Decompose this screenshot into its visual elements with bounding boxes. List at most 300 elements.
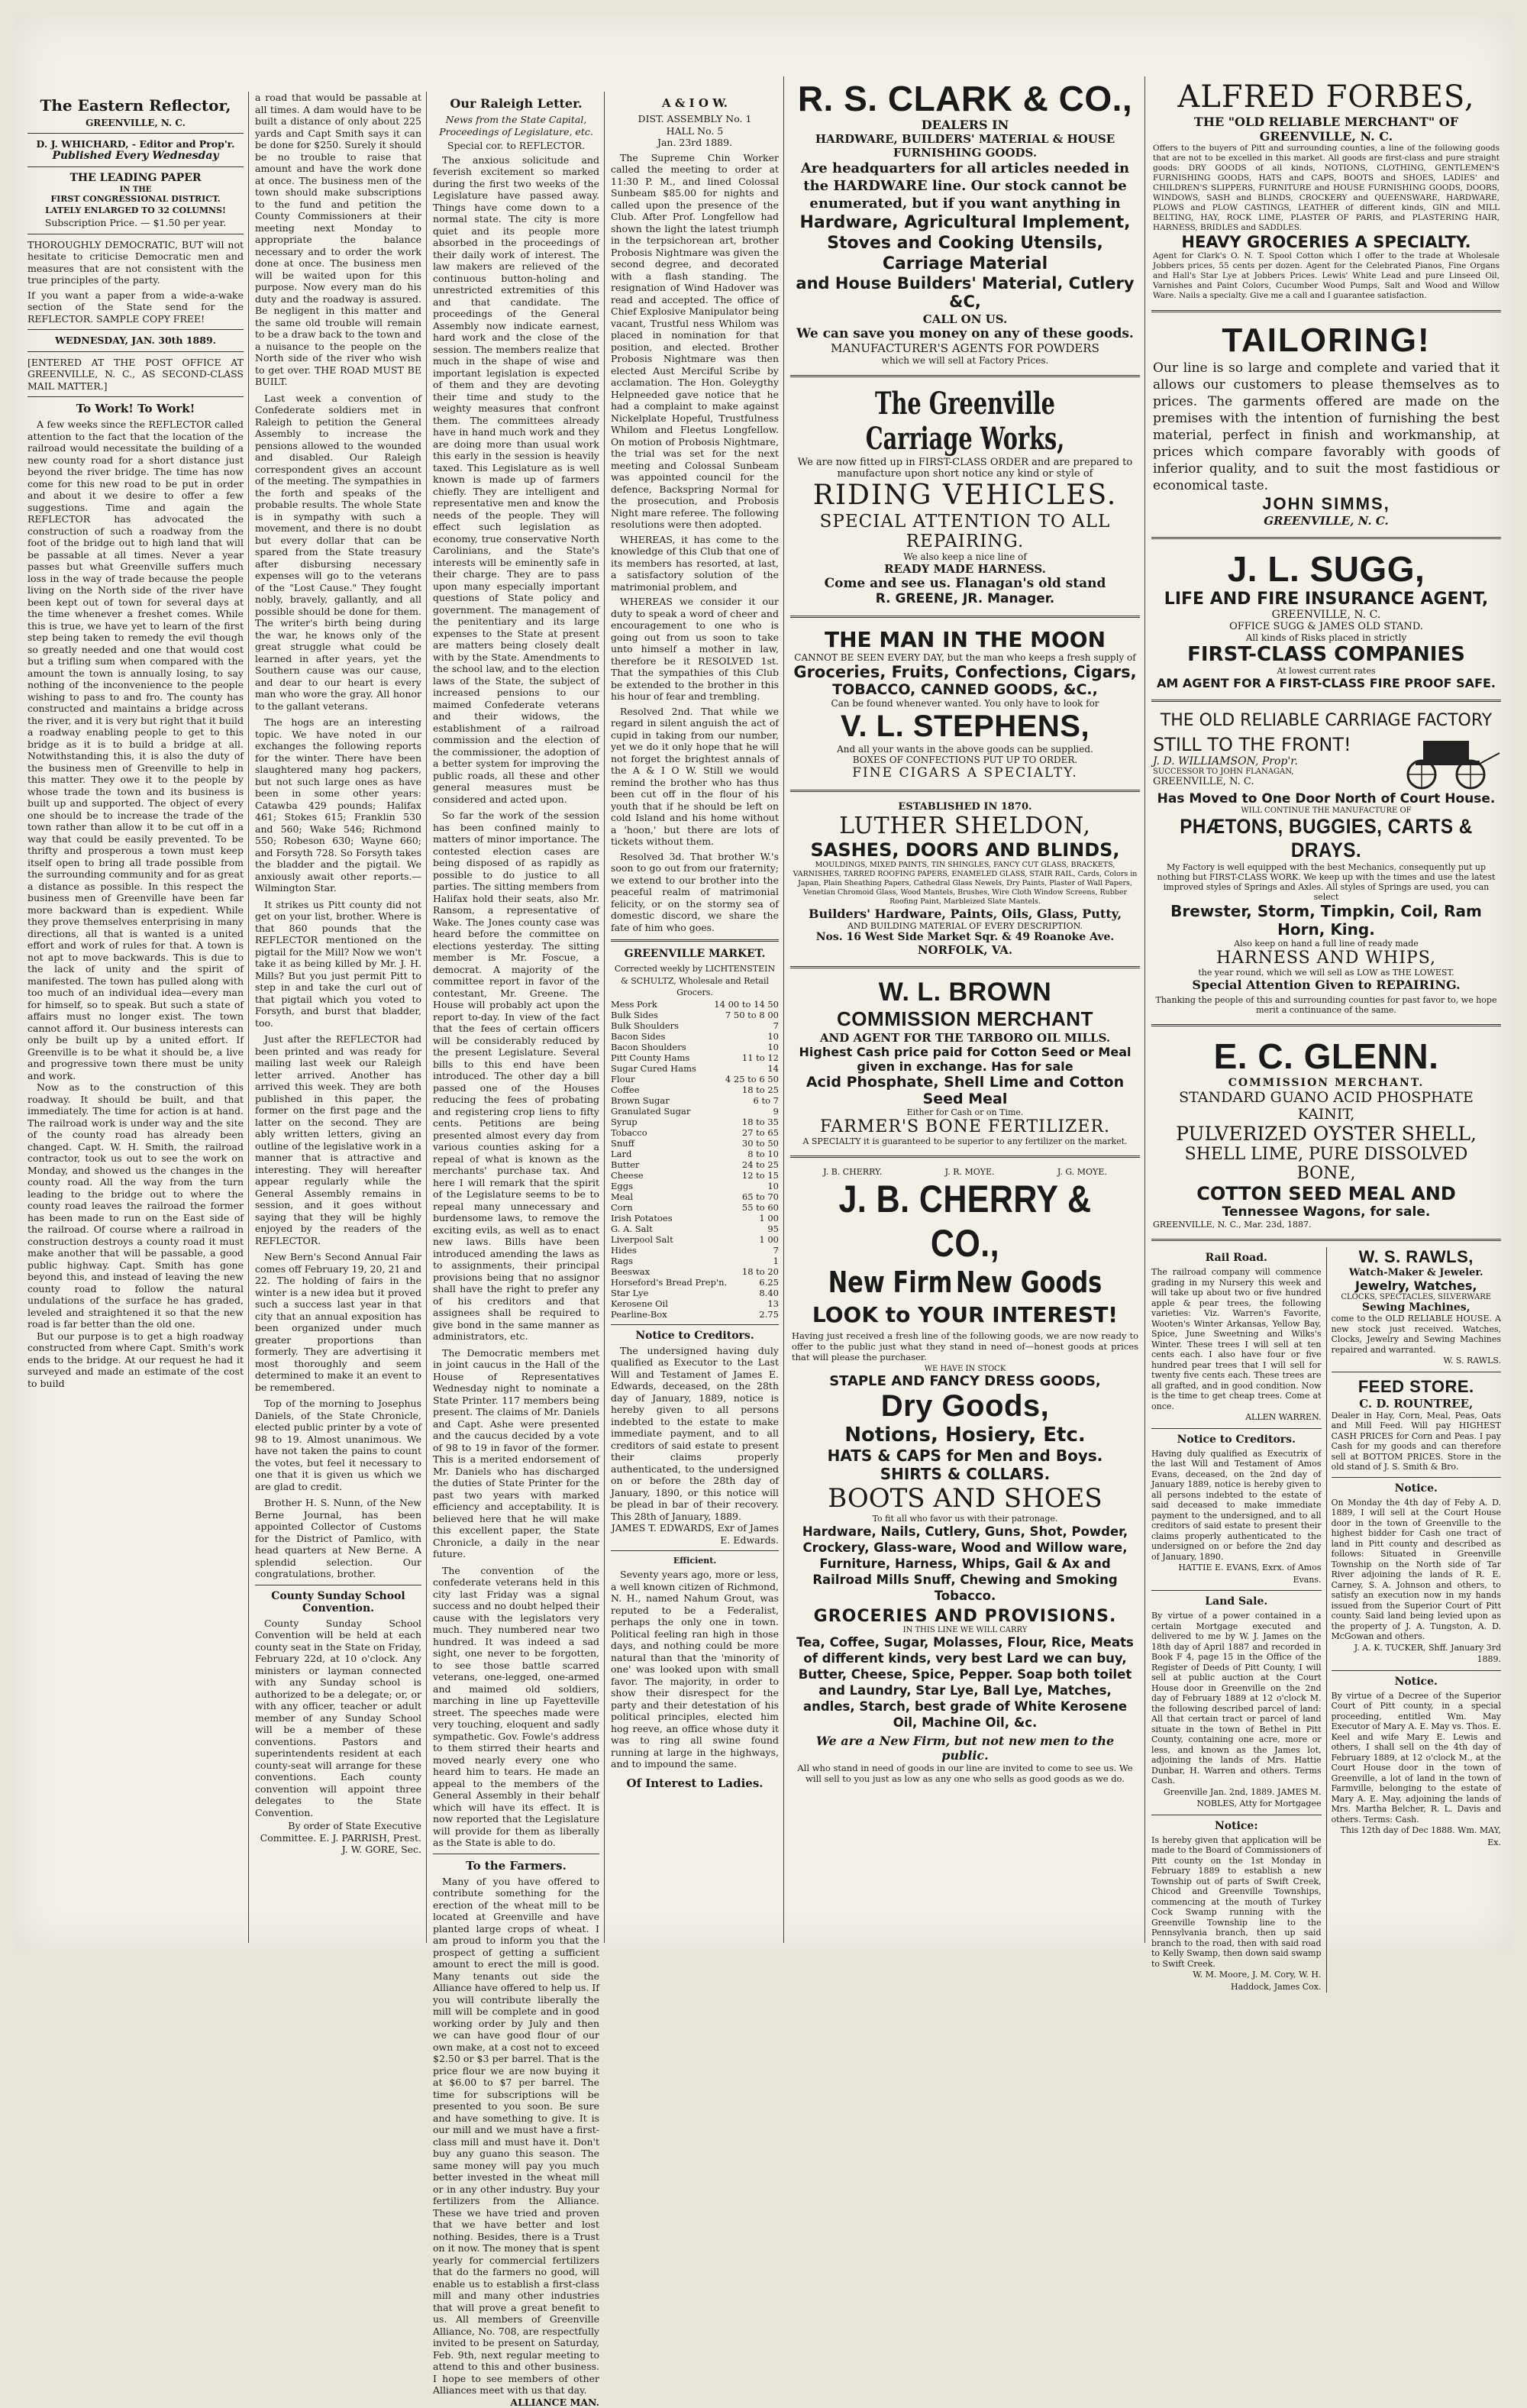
market-price: 9 <box>770 1106 779 1117</box>
ad-line: And all your wants in the above goods can be supplied. <box>792 744 1138 755</box>
market-row <box>611 1213 779 1223</box>
article-paragraph: Brother H. S. Nunn, of the New Berne Journal, has been appointed Collector of Customs for the District of Pamlico, with head quarters at New Berne. A splendid selection. Our congratulations, brother. <box>255 1497 421 1580</box>
article-title: County Sunday School Convention. <box>255 1590 421 1614</box>
market-row <box>611 1159 779 1170</box>
article-paragraph: So far the work of the session has been confined mainly to matters of minor importance. The contested election cases are being disposed of as rapidly as possible to do justice to all parties. The sitting members from Halifax hold their seats, also Mr. Ransom, a representative of Wake. The Jones county case was heard before the committee on elections yesterday. The sitting member is Mr. Foscue, a democrat. A majority of the committee report in favor of the contestant, Mr. Greene. The House will probably act upon the report to-day. In view of the fact that the fees of certain officers will be considerably reduced by the present Legislature. Several bills to this end have been introduced. The other day a bill passed one of the Houses reducing the fees of probating and registering crop liens to fifty cents. Petitions are being presented almost every day from various counties asking for a repeal of what is known as the merchants' purchase tax. And here I will remark that the spirit of the Legislature seems to be to repeal many unnecessary and burdensome laws, to remove the exciting evils, as well as to enact new laws. Bills have been introduced amending the laws as to assignments, their principal provisions being that no assignor shall have the right to prefer any of his creditors and that assignees shall be required to give bond in the same manner as administrators, etc. <box>433 810 599 1343</box>
ad-line: NORFOLK, VA. <box>792 943 1138 957</box>
article-paragraph: New Bern's Second Annual Fair comes off February 19, 20, 21 and 22. The holding of fairs in the winter is a new idea but it proved such a success last year in that city that an annual exposition has been organized under much greater proportions than formerly. They are advertising it most thoroughly and seem determined to make it an event to be remembered. <box>255 1251 421 1393</box>
ad-line: AND BUILDING MATERIAL OF EVERY DESCRIPTION. <box>792 921 1138 931</box>
article-title: Efficient. <box>611 1556 779 1566</box>
market-item: Bacon Sides <box>611 1031 764 1042</box>
published-line: Published Every Wednesday <box>27 150 244 163</box>
ad-line: Has Moved to One Door North of Court House. <box>1153 791 1500 806</box>
ad-line: We can save you money on any of these goods. <box>792 326 1138 341</box>
market-item: Butter <box>611 1159 739 1170</box>
signature: W. M. Moore, J. M. Cory, W. H. Haddock, James Cox. <box>1151 1969 1322 1993</box>
ad-line: All who stand in need of goods in our line are invited to come to see us. We will sell to you just as low as any one who sells as good goods as we do. <box>792 1763 1138 1784</box>
ad-tailoring <box>1151 318 1501 531</box>
ad-line: Are headquarters for all articles needed in the HARDWARE line. Our stock cannot be enumerated, but if you want anything in <box>792 160 1138 212</box>
ad-title: W. L. BROWN <box>792 978 1138 1007</box>
ad-line: STANDARD GUANO ACID PHOSPHATE KAINIT, <box>1153 1089 1500 1123</box>
market-row <box>611 1117 779 1127</box>
ad-line: Hardware, Nails, Cutlery, Guns, Shot, Powder, Crockery, Glass-ware, Wood and Willow ware, Furniture, Harness, Whips, Gail & Ax and Railroad Mills Snuff, Chewing and Smoking Tobacco. <box>792 1524 1138 1604</box>
ad-man-in-moon <box>790 624 1140 784</box>
article-paragraph: The convention of the confederate veterans held in this city last Friday was a signal success and no doubt helped their cause with the legislators very much. They numbered near two hundred. It was indeed a sad sight, one never to be forgotten, to see those battle scarred veterans, one-legged, one-armed and maimed old soldiers, marching in line up Fayetteville street. The speeches made were very touching, eloquent and sadly sympathetic. Gov. Fowle's address to them stirred their hearts and moved nearly every one who heard him to tears. He made an appeal to the members of the General Assembly in their behalf which will have its effect. It is now reported that the Legislature will provide for them as liberally as the State is able to do. <box>433 1565 599 1849</box>
market-price: 55 to 60 <box>739 1202 779 1213</box>
signature: JAMES T. EDWARDS, Exr of James E. Edwards. <box>611 1522 779 1546</box>
ad-line: C. D. ROUNTREE, <box>1332 1397 1502 1411</box>
market-row <box>611 1298 779 1309</box>
article-subtitle: HALL No. 5 <box>611 125 779 137</box>
divider <box>1151 1239 1501 1241</box>
divider <box>611 1324 779 1325</box>
market-price: 14 <box>764 1063 779 1074</box>
ad-glenn <box>1151 1033 1501 1233</box>
ad-line: LOOK to YOUR INTEREST! <box>792 1302 1138 1327</box>
ad-title: J. L. SUGG, <box>1153 548 1500 590</box>
article-paragraph: Just after the REFLECTOR had been printed and was ready for mailing last week our Raleigh letter arrived. Another has arrived this week. They are both published in this paper, the former on the first page and the latter on the second. They are ably written letters, giving an outline of the legislative work in a manner that is attractive and interesting. They will hereafter appear regularly while the General Assembly remains in session, and it goes without saying that they will be highly enjoyed by the readers of the REFLECTOR. <box>255 1033 421 1246</box>
market-price: 10 <box>764 1042 779 1052</box>
market-row <box>611 1063 779 1074</box>
ad-title: THE MAN IN THE MOON <box>792 627 1138 652</box>
column-raleigh-letter <box>428 92 604 1943</box>
ad-line: Brewster, Storm, Timpkin, Coil, Ram Horn, King. <box>1153 902 1500 939</box>
notice-body: By virtue of a Decree of the Superior Court of Pitt county, in a special proceeding, entitled Wm. May Executor of Mary A. E. May vs. Thos. E. Keel and wife Mary E. Lewis and others, I shall sell on the 4th day of February 1889, at 12 o'clock M., at the Court House door in the town of Greenville, a lot of land in the town of Farmville, belonging to the estate of Mary A. E. May, adjoining the lands of Mrs. Martha Belcher, R. L. Davis and others. Terms: Cash. <box>1332 1691 1502 1825</box>
column-rule <box>248 92 249 1943</box>
ad-line: To fit all who favor us with their patronage. <box>792 1514 1138 1524</box>
market-row <box>611 1234 779 1245</box>
article-paragraph: Now as to the construction of this roadway. It should be built, and that immediately. The time for action is at hand. The railroad work is under way and the site of the county road has already been changed. Capt. W. H. Smith, the railroad contractor, took us out to see the work on Monday, and showed us the changes in the county road. All the way from the turn leading to the bridge out to where the county road leaves the railroad the former has been made to run on the East side of the railroad. Of course where a railroad in construction destroys a county road it must make another that will be passable, a good public highway. Capt. Smith has gone beyond this, and instead of leaving the new county road to follow the natural undulations of the surface he has graded, leveled and straightened it so that the new road is far better than the old one. <box>27 1081 244 1330</box>
ad-line: WILL CONTINUE THE MANUFACTURE OF <box>1153 806 1500 815</box>
article-title: To the Farmers. <box>433 1859 599 1873</box>
market-row <box>611 1181 779 1191</box>
signature: W. S. RAWLS. <box>1332 1355 1502 1367</box>
article-paragraph: WHEREAS we consider it our duty to speak a word of cheer and encouragement to one who is going out from us soon to take unto himself a mother in law, therefore be it RESOLVED 1st. That the sympathies of this Club be extended to the brother in this his hour of fear and trembling. <box>611 596 779 703</box>
ad-title: The Greenville Carriage Works, <box>841 386 1090 457</box>
signature: This 12th day of Dec 1888. Wm. MAY, Ex. <box>1332 1825 1502 1848</box>
ad-line: GREENVILLE, N. C. <box>1153 514 1500 528</box>
ad-line: STILL TO THE FRONT! <box>1153 734 1351 755</box>
ad-line: Watch-Maker & Jeweler. <box>1332 1267 1502 1278</box>
market-price: 2.75 <box>756 1309 779 1320</box>
notice-title: Rail Road. <box>1151 1252 1322 1264</box>
market-price: 7 <box>770 1245 779 1256</box>
ad-line: CANNOT BE SEEN EVERY DAY, but the man who keeps a fresh supply of <box>792 652 1138 663</box>
column-rule <box>604 92 605 1943</box>
ad-line: Groceries, Fruits, Confections, Cigars, <box>792 663 1138 681</box>
ad-line: WE HAVE IN STOCK <box>792 1365 1138 1373</box>
ad-line: At lowest current rates <box>1153 666 1500 676</box>
ad-clark <box>790 76 1140 369</box>
notice-body: By virtue of a power contained in a certain Mortgage executed and delivered to me by W. J. James on the 18th day of April 1887 and recorded in Book F 4, page 15 in the Office of the Register of Deeds of Pitt County, I will sell at public auction at the Court House door in Greenville on the 2nd day of February 1889 at 12 o'clock M. the following described parcel of land: All that certain tract or parcel of land situate in the town of Bethel in Pitt County, containing one acre, more or less, and known as the James lot, adjoining the lands of Mrs. Hattie Dunbar, H. Warren and others. Terms Cash. <box>1151 1611 1322 1786</box>
market-price: 10 <box>764 1031 779 1042</box>
market-row <box>611 1010 779 1020</box>
market-row <box>611 1127 779 1138</box>
ad-title: LUTHER SHELDON, <box>792 813 1138 839</box>
ad-line: R. GREENE, JR. Manager. <box>792 591 1138 606</box>
ad-line: New Firm <box>828 1265 953 1299</box>
divider <box>790 1156 1140 1158</box>
column-rule <box>1144 76 1145 1943</box>
ad-line: BOOTS AND SHOES <box>792 1483 1138 1514</box>
market-item: Bulk Sides <box>611 1010 722 1020</box>
market-item: Horseford's Bread Prep'n. <box>611 1277 756 1288</box>
divider <box>1151 700 1501 702</box>
ad-line: OFFICE SUGG & JAMES OLD STAND. <box>1153 621 1500 632</box>
ad-brown <box>790 975 1140 1149</box>
ad-line: We are a New Firm, but not new men to the public. <box>792 1734 1138 1763</box>
ad-title: E. C. GLENN. <box>1153 1036 1500 1077</box>
signature: Greenville Jan. 2nd, 1889. JAMES M. NOBLES, Atty for Mortgagee <box>1151 1786 1322 1810</box>
ad-title: THE OLD RELIABLE CARRIAGE FACTORY <box>1153 711 1500 730</box>
ad-line: Agent for Clark's O. N. T. Spool Cotton which I offer to the trade at Wholesale Jobbers prices, 55 cents per dozen. Agent for the Celebrated Pianos, Fine Organs and Hall's Star Lye at Jobbers Prices. Lewis' White Lead and pure Linseed Oil, Varnishes and Paint Colors, Cucumber Wood Pumps, Salt and Wood and Willow Ware. Nails a specialty. Give me a call and I guarantee satisfaction. <box>1153 251 1500 301</box>
ad-line: Notions, Hosiery, Etc. <box>792 1424 1138 1446</box>
market-item: Lard <box>611 1149 744 1159</box>
ad-line: MOULDINGS, MIXED PAINTS, TIN SHINGLES, FANCY CUT GLASS, BRACKETS, VARNISHES, TARRED ROOFING PAPERS, ENAMELED GLASS, STAIR RAIL, Cards, Colors in Japan, Plain Sheathing Papers, Cathedral Glass Newels, Dry Paints, Plaster of Wall Papers, Venetian Chromoid Glass, Wood Mantels, Brushes, Wire Cloth Window Screens, Rubber Roofing Paint, Marbleized Slate Mantels. <box>792 861 1138 907</box>
ad-line: CALL ON US. <box>792 312 1138 326</box>
ad-line: Sewing Machines, <box>1332 1301 1502 1314</box>
market-item: Tobacco <box>611 1127 739 1138</box>
democratic-notice: THOROUGHLY DEMOCRATIC, BUT will not hesitate to criticise Democratic men and measures that are not consistent with the true principles of the party. <box>27 239 244 286</box>
market-price: 24 to 25 <box>739 1159 779 1170</box>
article-title: Our Raleigh Letter. <box>433 96 599 111</box>
market-item: Rags <box>611 1256 770 1266</box>
ad-line: Dealer in Hay, Corn, Meal, Peas, Oats and Mill Feed. Will pay HIGHEST CASH PRICES for Corn and Peas. I pay Cash for my goods and can therefore sell at BOTTOM PRICES. Store in the old stand of J. S. Smith & Bro. <box>1332 1411 1502 1472</box>
ad-line: IN THIS LINE WE WILL CARRY <box>792 1626 1138 1634</box>
ad-line: BOXES OF CONFECTIONS PUT UP TO ORDER. <box>792 755 1138 765</box>
market-price: 6.25 <box>756 1277 779 1288</box>
notice-title: Notice to Creditors. <box>611 1330 779 1342</box>
market-item: Granulated Sugar <box>611 1106 770 1117</box>
leading-line: IN THE <box>27 186 244 194</box>
divider <box>1151 1590 1322 1591</box>
ad-carriage-factory <box>1151 708 1501 1018</box>
column-rule <box>426 92 427 1943</box>
ad-title: W. S. RAWLS, <box>1332 1247 1502 1267</box>
subscription-price: Subscription Price. — $1.50 per year. <box>27 217 244 229</box>
ad-line: HARDWARE, BUILDERS' MATERIAL & HOUSE FURNISHING GOODS. <box>792 132 1138 160</box>
market-row <box>611 1084 779 1095</box>
article-paragraph: Resolved 2nd. That while we regard in silent anguish the act of cupid in taking from our number, yet we do it only hope that he will not forget the brightest annals of the A & I O W. Still we would remind the brother who has thus been cut off in the flour of his youth that if he should be left on cold Island and his home without a 'hoon,' but there are lots of tickets without them. <box>611 706 779 848</box>
market-price: 8.40 <box>756 1288 779 1298</box>
market-table <box>611 999 779 1320</box>
ad-line: Also keep on hand a full line of ready made <box>1153 939 1500 949</box>
ad-line: come to the OLD RELIABLE HOUSE. A new stock just received. Watches, Clocks, Jewelry and Sewing Machines repaired and warranted. <box>1332 1314 1502 1355</box>
ad-line: We are now fitted up in FIRST-CLASS ORDER and are prepared to manufacture upon short notice any kind or style of <box>792 457 1138 480</box>
ad-forbes <box>1151 76 1501 304</box>
market-row <box>611 1138 779 1149</box>
ad-sheldon <box>790 798 1140 960</box>
ad-carriage-works <box>790 383 1140 609</box>
article-paragraph: It strikes us Pitt county did not get on your list, brother. Where is that 860 pounds that the REFLECTOR mentioned on the pigtail for the Mill? Now we won't take it as being killed by Mr. J. H. Mills? But you just permit Pitt to step in and take the curl out of that pigtail which you voted to Forsyth, and burst that bladder, too. <box>255 899 421 1029</box>
article-paragraph: a road that would be passable at all times. A dam would have to be built a distance of only about 225 yards and Capt Smith says it can be done for $250. Surely it should be no trouble to raise that amount and have the work done at once. The business men of the town should make subscriptions to the fund and petition the County Commissioners at their meeting next Monday to appropriate the balance necessary and to order the work done at once. The business men will be waited upon for this purpose. Now every man do his duty and the roadway is assured. Be negligent in this matter and the same old trouble will remain to be a draw back to the town and a nuisance to the people on the North side of the river who wish to get over. THE ROAD MUST BE BUILT. <box>255 92 421 388</box>
market-price: 4 25 to 6 50 <box>722 1074 779 1084</box>
column-club-market <box>606 92 783 1943</box>
ad-line: CLOCKS, SPECTACLES, SILVERWARE <box>1332 1293 1502 1301</box>
market-item: Pitt County Hams <box>611 1052 739 1063</box>
ad-line: Can be found whenever wanted. You only have to look for <box>792 698 1138 709</box>
notice-body: Is hereby given that application will be made to the Board of Commissioners of Pitt county on the 1st Monday in February 1889 to establish a new Township out of parts of Swift Creek, Chicod and Greenville Townships, commencing at the mouth of Turkey Cock Swamp running with the Greenville Township line to the Pennsylvania branch, then up said branch to the road, then with said road to Kelly Swamp, then down said swamp to Swift Creek. <box>1151 1835 1322 1970</box>
market-row <box>611 1020 779 1031</box>
market-item: Snuff <box>611 1138 739 1149</box>
ad-line: Hardware, Agricultural Implement, Stoves and Cooking Utensils, Carriage Material <box>792 212 1138 274</box>
ad-line: MANUFACTURER'S AGENTS FOR POWDERS <box>792 341 1138 355</box>
ad-line: SUCCESSOR TO JOHN FLANAGAN, <box>1153 768 1351 776</box>
ad-line: JOHN SIMMS, <box>1153 494 1500 514</box>
ad-line: J. D. WILLIAMSON, Prop'r. <box>1153 755 1351 768</box>
divider <box>790 375 1140 377</box>
signature: HATTIE E. EVANS, Exrx. of Amos Evans. <box>1151 1562 1322 1585</box>
ad-line: HEAVY GROCERIES A SPECIALTY. <box>1153 233 1500 251</box>
ad-line: ESTABLISHED IN 1870. <box>792 801 1138 813</box>
ad-line: GREENVILLE, N. C. <box>1153 776 1351 787</box>
ad-line: Either for Cash or on Time. <box>792 1107 1138 1117</box>
signature: ALLIANCE MAN. <box>433 2397 599 2408</box>
ad-line: COMMISSION MERCHANT. <box>1153 1077 1500 1089</box>
market-price: 65 to 70 <box>739 1191 779 1202</box>
market-item: Cheese <box>611 1170 739 1181</box>
ad-line: Our line is so large and complete and varied that it allows our customers to please themselves as to prices. The garments offered are made on the premises with the intention of furnishing the best material, perfect in finish and workmanship, at prices which compare favorably with goods of inferior quality, and to suit the most fastidious or economical taste. <box>1153 360 1500 494</box>
article-title: Of Interest to Ladies. <box>611 1776 779 1790</box>
notice-body: The railroad company will commence grading in my Nursery this week and will take up about two or five hundred apple & pear trees, the following varieties: Viz. Warren's Favorite, Wooten's Winter Arkansas, Yellow Bay, Spice, June Sweetning and Wilks's Winter. These trees I will sell at ten cents each. I also have four or five hundred pear trees that I will sell for twenty five cents each. These trees are all grafted, and in good condition. Now is the time to get cheap trees. Come at once. <box>1151 1267 1322 1411</box>
ad-line: SHELL LIME, PURE DISSOLVED BONE, <box>1153 1145 1500 1183</box>
ad-line: SHIRTS & COLLARS. <box>792 1465 1138 1483</box>
masthead: The Eastern Reflector, <box>27 96 244 115</box>
market-item: Kerosene Oil <box>611 1298 764 1309</box>
column-editorial <box>250 92 426 1943</box>
ad-title: FEED STORE. <box>1332 1377 1502 1397</box>
ad-line: Nos. 16 West Side Market Sqr. & 49 Roanoke Ave. <box>792 931 1138 943</box>
market-row <box>611 1052 779 1063</box>
ad-line: Offers to the buyers of Pitt and surrounding counties, a line of the following goods that are not to be excelled in this market. All goods are first-class and pure straight goods: DRY GOODS of all kinds, NOTIONS, CLOTHING, GENTLEMEN'S FURNISHING GOODS, HATS and CAPS, BOOTS and SHOES, LADIES' and CHILDREN'S SLIPPERS, FURNITURE and HOUSE FURNISHING GOODS, DOORS, WINDOWS, SASH and BLINDS, CROCKERY and QUEENSWARE, HARDWARE, PLOWS and PLOW CASTINGS, LEATHER of different kinds, GIN and MILL BELTING, HAY, ROCK LIME, PLASTER OF PARIS, and PLASTERING HAIR, HARNESS, BRIDLES and SADDLES. <box>1153 144 1500 233</box>
ad-title: R. S. CLARK & CO., <box>792 79 1138 118</box>
ad-line: FIRST-CLASS COMPANIES <box>1153 643 1500 666</box>
ad-line: FINE CIGARS A SPECIALTY. <box>792 765 1138 781</box>
signature: J. A. K. TUCKER, Shff. January 3rd 1889. <box>1332 1642 1502 1666</box>
market-item: Liverpool Salt <box>611 1234 756 1245</box>
ad-line: STAPLE AND FANCY DRESS GOODS, <box>792 1373 1138 1389</box>
divider <box>1151 537 1501 539</box>
market-item: Syrup <box>611 1117 739 1127</box>
article-paragraph: Seventy years ago, more or less, a well known citizen of Richmond, N. H., named Nahum Grout, was reputed to be a Federalist, perhaps the only one in town. Political feeling ran high in those days, and nothing could be more natural than that the 'minority of one' was looked upon with small favor. The majority, in order to show their disrespect for the party and their detestation of his political principles, elected him hog reeve, an office whose duty it was to ring all swine found running at large in the highways, and to impound the same. <box>611 1569 779 1770</box>
article-paragraph: Last week a convention of Confederate soldiers met in Raleigh to petition the General Assembly to increase the pensions allowed to the wounded and disabled. Our Raleigh correspondent gives an account of the meeting. The sympathies in the forth and speaks of the probable results. The whole State is in sympathy with such a movement, and there is no doubt but every dollar that can be spared from the State treasury after disbursing necessary expenses will go to the veterans of the "Lost Cause." They fought nobly, bravely, gallantly, and all possible should be done for them. The writer's birth being during the war, he knows only of the great struggle what could be learned in after years, yet the Southern cause was our cause, and dear to our heart is every man who wore the gray. All honor to the gallant veterans. <box>255 393 421 713</box>
ad-sugg <box>1151 545 1501 693</box>
market-price: 1 <box>770 1256 779 1266</box>
signature: By order of State Executive Committee. E. J. PARRISH, Prest. J. W. GORE, Sec. <box>255 1820 421 1856</box>
ad-line: DEALERS IN <box>792 118 1138 132</box>
ad-title: ALFRED FORBES, <box>1153 79 1500 115</box>
market-price: 27 to 65 <box>739 1127 779 1138</box>
market-price: 18 to 20 <box>739 1266 779 1277</box>
ad-title: SASHES, DOORS AND BLINDS, <box>792 839 1138 861</box>
divider <box>611 939 779 942</box>
market-row <box>611 1288 779 1298</box>
ad-line: Tennessee Wagons, for sale. <box>1153 1204 1500 1220</box>
divider <box>790 616 1140 618</box>
market-price: 95 <box>764 1223 779 1234</box>
ad-line: Having just received a fresh line of the following goods, we are now ready to offer to the public just what they stand in need of—honest goods at prices that will please the purchaser. <box>792 1330 1138 1362</box>
ad-line: COMMISSION MERCHANT <box>792 1007 1138 1031</box>
article-paragraph: County Sunday School Convention will be held at each county seat in the State on Friday, February 22d, at 10 o'clock. Any ministers or layman connected with any Sunday school is authorized to be a delegate; or, or with any officer, teacher or adult member of any Sunday School will be a member of these conventions. Pastors and superintendents resident at each county-seat will arrange for these conventions. Each county convention will appoint three delegates to the State Convention. <box>255 1618 421 1819</box>
ad-line: My Factory is well equipped with the best Mechanics, consequently put up nothing but FIRST-CLASS WORK. We keep up with the times and use the latest improved styles of Springs and Axles. All styles of Springs are used, you can select <box>1153 862 1500 902</box>
market-price: 30 to 50 <box>739 1138 779 1149</box>
notice-title: Notice to Creditors. <box>1151 1433 1322 1446</box>
market-row <box>611 1256 779 1266</box>
market-price: 11 to 12 <box>739 1052 779 1063</box>
divider <box>790 790 1140 792</box>
ad-line: Come and see us. Flanagan's old stand <box>792 576 1138 591</box>
market-item: Star Lye <box>611 1288 756 1298</box>
ad-line: AM AGENT FOR A FIRST-CLASS FIRE PROOF SAFE. <box>1153 676 1500 690</box>
divider <box>27 396 244 397</box>
market-item: Hides <box>611 1245 770 1256</box>
market-row <box>611 1277 779 1288</box>
partner-name: J. R. MOYE. <box>945 1167 995 1177</box>
market-price: 6 to 7 <box>751 1095 780 1106</box>
ad-line: RIDING VEHICLES. <box>792 480 1138 512</box>
divider <box>790 966 1140 968</box>
ad-line: FARMER'S BONE FERTILIZER. <box>792 1117 1138 1136</box>
ad-line: Dry Goods, <box>792 1389 1138 1424</box>
ad-line: READY MADE HARNESS. <box>792 562 1138 576</box>
article-subtitle: Jan. 23rd 1889. <box>611 137 779 149</box>
article-paragraph: Top of the morning to Josephus Daniels, of the State Chronicle, elected public printer by a vote of 98 to 19. Almost unanimous. We have not taken the pains to count the votes, but feel it necessary to one that it is given us which we are glad to credit. <box>255 1398 421 1492</box>
notice-title: Land Sale. <box>1151 1595 1322 1608</box>
market-item: Coffee <box>611 1084 739 1095</box>
market-price: 8 to 10 <box>744 1149 779 1159</box>
market-item: Irish Potatoes <box>611 1213 756 1223</box>
leading-line: THE LEADING PAPER <box>27 172 244 184</box>
market-item: Bacon Shoulders <box>611 1042 764 1052</box>
market-row <box>611 1031 779 1042</box>
ad-line: THE "OLD RELIABLE MERCHANT" OF GREENVILLE, N. C. <box>1153 115 1500 144</box>
notice-title: Notice. <box>1332 1482 1502 1495</box>
market-item: Meal <box>611 1191 739 1202</box>
entered-notice: [ENTERED AT THE POST OFFICE AT GREENVILLE, N. C., AS SECOND-CLASS MAIL MATTER.] <box>27 357 244 393</box>
ad-line: Special Attention Given to REPAIRING. <box>1153 978 1500 992</box>
ad-title: TAILORING! <box>1153 322 1500 360</box>
market-price: 1 00 <box>756 1213 779 1223</box>
market-price: 1 00 <box>756 1234 779 1245</box>
ad-title: V. L. STEPHENS, <box>792 709 1138 744</box>
ad-line: PHÆTONS, BUGGIES, CARTS & DRAYS. <box>1170 815 1483 862</box>
market-price: 14 00 to 14 50 <box>711 999 779 1010</box>
article-paragraph: WHEREAS, it has come to the knowledge of this Club that one of its members has resorted, at last, a satisfactory solution of the matrimonial problem, and <box>611 534 779 593</box>
article-subtitle: News from the State Capital, Proceedings of Legislature, etc. <box>433 114 599 137</box>
ad-line: Acid Phosphate, Shell Lime and Cotton Seed Meal <box>792 1074 1138 1107</box>
column-ads-right <box>1147 76 1506 1943</box>
ad-line: New Goods <box>956 1265 1102 1299</box>
market-row <box>611 1106 779 1117</box>
issue-date: WEDNESDAY, JAN. 30th 1889. <box>27 335 244 347</box>
market-item: G. A. Salt <box>611 1223 764 1234</box>
column-rule <box>783 76 784 1943</box>
market-corrected: Corrected weekly by LICHTENSTEIN & SCHULTZ, Wholesale and Retail Grocers. <box>611 963 779 999</box>
market-row <box>611 1266 779 1277</box>
newspaper-page <box>15 15 1512 1951</box>
article-paragraph: The hogs are an interesting topic. We have noted in our exchanges the following reports for the winter. There have been slaughtered many hog packers, but not such large ones as have been in some other years: Catawba 429 pounds; Halifax 461; Stokes 615; Franklin 530 and 560; Wake 546; Richmond 550; Robeson 630; Wayne 660; and Forsyth 728. So Forsyth takes the bladder and the pigtail. We anxiously await other reports.—Wilmington Star. <box>255 716 421 894</box>
market-price: 13 <box>764 1298 779 1309</box>
article-paragraph: The Supreme Chin Worker called the meeting to order at 11:30 P. M., and lined Colossal Sunbeam $85.00 for nights and called upon the presence of the Club. After Prof. Longfellow had shown the light the latest triumph in the terpsichorean art, brother Probosis Nightmare was given the second degree, and decorated with a flash standing. The resignation of Wind Hadover was read and accepted. The office of Chief Explosive Manipulator being vacant, Trustful ness Whilom was placed in nomination for that position, and elected. Brother Probosis Nightmare was then elected Aust Merciful Scribe by acclamation. The Hon. Goleygthy Helpneeded gave notice that he had a complaint to make against Nickelplate Hopeful, Trustfulness Whilom and Fleetus Longfellow. On motion of Probosis Nightmare, the trial was set for the next meeting and Colossal Sunbeam was appointed council for the defence, Backspring Normal for the prosecution, and Probosis Night mare referee. The following resolutions were then adopted. <box>611 152 779 531</box>
ad-line: which we will sell at Factory Prices. <box>792 355 1138 366</box>
ad-line: the year round, which we will sell as LOW as THE LOWEST. <box>1153 968 1500 978</box>
column-masthead <box>23 92 248 1943</box>
notice-body: On Monday the 4th day of Feby A. D. 1889, I will sell at the Court House door in the town of Greenville to the highest bidder for Cash one tract of land in Pitt county and described as follows: Situated in Greenville Township on the North side of Tar River adjoining the lands of R. E. Carney, S. A. Johnson and others, to satisfy an execution now in my hands issued from the Superior Court of Pitt county. Said land being levied upon as the property of J. A. Tungston, A. D. McGowan and others. <box>1332 1498 1502 1642</box>
market-item: Flour <box>611 1074 722 1084</box>
ad-line: SPECIAL ATTENTION TO ALL REPAIRING. <box>792 512 1138 551</box>
article-paragraph: A few weeks since the REFLECTOR called attention to the fact that the location of the railroad would necessitate the building of a new county road for a short distance just beyond the river bridge. The time has now come for this new road to be put in order and about it we desire to offer a few suggestions. Time and again the REFLECTOR has advocated the construction of such a roadway from the foot of the bridge out to high land that will be passable at all times. Never a year passes but what Greenville suffers much loss in the way of trade because the people living on the North side of the river have been kept out of town for several days at the time whenever a freshet comes. While this is true, we have yet to learn of the first step being taken to remedy the evil though so greatly needed and one that would cost but a trifling sum when compared with the amount the town is annually losing, to say nothing of the inconvenience to the people wishing to pass to and fro. The county has constructed and maintains a bridge across the river, and it is very but right that it build a roadway enabling people to get to this bridge as it is to build a bridge at all. Notwithstanding this, it is also the duty of the business men of Greenville to help in this matter. They owe it to the people by whose trade the town and its business is built up and supported. The object of every one should be to increase the trade of the town rather than allow it to be cut off in a way that could be easily prevented. To be thrifty and prosperous a town must keep itself open to bring all trade possible from the surrounding community and for as great a distance as possible. In this respect the business men of Greenville have been far more backward than is expedient. While they prove themselves enterprising in many directions, all that is wanted is a united effort and work of rules for that. A town is not apt to move backwards. This is due to the lack of unity and the spirit of manifested. The town has pulled along with too much of an individual idea—every man for himself, so to speak. But such a state of affairs must no longer exist. The town cannot afford it. Our business interests can only be built up by a united effort. If Greenville is to be what it should be, a live and progressive town there must be unity and work. <box>27 419 244 1081</box>
article-paragraph: The Democratic members met in joint caucus in the Hall of the House of Representatives Wednesday night to nominate a State Printer. 117 members being present. The claims of Mr. Daniels and Capt. Ashe were presented and the caucus decided by a vote of 98 to 19 in favor of the former. This is a merited endorsement of Mr. Daniels who has discharged the duties of State Printer for the past two years with marked efficiency and acceptability. It is believed here that he will make this excellent paper, the State Chronicle, a daily in the near future. <box>433 1347 599 1560</box>
market-title: GREENVILLE MARKET. <box>611 948 779 960</box>
article-paragraph: The anxious solicitude and feverish excitement so marked during the first two weeks of the Legislature have passed away. Things have come down to a normal state. The city is more quiet and its people more absorbed in the proceedings of their daily work of interest. The law makers are relieved of the continuous button-holing and unrestricted extremities of this and that candidate. The proceedings of the General Assembly now indicate earnest, hard work and the close of the session. The members realize that much in the shape of wise and important legislation is expected of them and they are devoting their time and study to the weighty measures that confront them. The committees already have in hand much work and they are doing more than usual work this early in the session is heavily taxed. This Legislature as is well known is made up of farmers chiefly. They are intelligent and representative men and know the needs of the people. They will effect such legislation as economy, true conservative North Carolinians, and the State's interests will be eminently safe in their charge. They are to pass upon many especially important questions of State policy and government. The management of the penitentiary and its large expenses to the State at present are matters being closely dealt with by the State. Amendments to the school law, and to the election laws of the State, the subject of increased pensions to our maimed Confederate veterans and their widows, the establishment of a railroad commission and the election of the commissioner, the adoption of a better system for improving the public roads, all these and other general measures must be considered and acted upon. <box>433 154 599 806</box>
notice-title: Notice. <box>1332 1676 1502 1688</box>
ad-line: PULVERIZED OYSTER SHELL, <box>1153 1123 1500 1145</box>
enlarged-line: LATELY ENLARGED TO 32 COLUMNS! <box>27 205 244 215</box>
notice-body: Having duly qualified as Executrix of the last Will and Testament of Amos Evans, deceased, on the 2nd day of January 1889, notice is hereby given to all persons indebted to the estate of said deceased to make immediate payment to the undersigned, and to all creditors of said estate to present their claims properly authenticated to the undersigned on or before the 2nd day of January, 1890. <box>1151 1449 1322 1563</box>
divider <box>27 166 244 167</box>
market-item: Beeswax <box>611 1266 739 1277</box>
market-item: Corn <box>611 1202 739 1213</box>
market-row <box>611 1191 779 1202</box>
market-row <box>611 1170 779 1181</box>
article-title: To Work! To Work! <box>27 402 244 415</box>
ad-line: LIFE AND FIRE INSURANCE AGENT, <box>1153 590 1500 609</box>
ad-cherry <box>790 1164 1140 1787</box>
article-paragraph: Resolved 3d. That brother W.'s soon to go out from our fraternity; we extend to our brother into the peaceful realm of matrimonial felicity, or on the stormy sea of domestic discord, we share the fate of him who goes. <box>611 851 779 934</box>
ad-line: GROCERIES AND PROVISIONS. <box>792 1607 1138 1626</box>
editor-line: D. J. WHICHARD, - Editor and Prop'r. <box>27 138 244 150</box>
divider <box>1151 310 1501 312</box>
market-row <box>611 1149 779 1159</box>
market-item: Sugar Cured Hams <box>611 1063 764 1074</box>
article-paragraph: Many of you have offered to contribute something for the erection of the wheat mill to be located at Greenville and have planted large crops of wheat. I am proud to inform you that the prospect of getting a sufficient amount to erect the mill is good. Many tenants out side the Alliance have offered to help us. If you will contribute liberally the mill will be complete and in good working order by July and then we can have good flour of our own make, at a cost not to exceed $2.50 or $3 per barrel. That is the price flour we are now buying it at $6.00 to $7 per barrel. The time for subscriptions will be presented to you soon. Be sure and have something to give. It is our mill and we must have a first-class mill and must have it. Don't buy any guano this season. The same money will pay you much better invested in the wheat mill or in any other industry. Buy your fertilizers from the Alliance. These we have tried and proven that we have better and lost nothing. Besides, there is a Trust on it now. The money that is spent yearly for commercial fertilizers that do the farmers no good, will enable us to establish a first-class mill and many other industries that will prove a great benefit to us. All members of Greenville Alliance, No. 708, are respectfully invited to be present on Saturday, Feb. 9th, next regular meeting to attend to this and other business. I hope to see members of other Alliances meet with us that day. <box>433 1876 599 2397</box>
ad-line: TOBACCO, CANNED GOODS, &C., <box>792 681 1138 698</box>
ad-line: AND AGENT FOR THE TARBORO OIL MILLS. <box>792 1031 1138 1045</box>
masthead-location: GREENVILLE, N. C. <box>27 118 244 128</box>
ad-line: and House Builders' Material, Cutlery &C, <box>792 274 1138 311</box>
market-row <box>611 1309 779 1320</box>
notice-title: Notice: <box>1151 1820 1322 1832</box>
market-row <box>611 1042 779 1052</box>
leading-line: FIRST CONGRESSIONAL DISTRICT. <box>27 194 244 204</box>
market-row <box>611 1245 779 1256</box>
market-item: Brown Sugar <box>611 1095 751 1106</box>
column-ads-left <box>786 76 1144 1943</box>
ad-line: GREENVILLE, N. C. <box>1153 609 1500 621</box>
ad-line: Jewelry, Watches, <box>1332 1278 1502 1293</box>
market-row <box>611 1223 779 1234</box>
ad-line: COTTON SEED MEAL AND <box>1153 1183 1500 1204</box>
ad-line: HARNESS AND WHIPS, <box>1153 949 1500 968</box>
ad-line: We also keep a nice line of <box>792 551 1138 562</box>
divider <box>1151 1428 1322 1429</box>
article-subtitle: DIST. ASSEMBLY No. 1 <box>611 113 779 125</box>
divider <box>27 329 244 330</box>
byline: Special cor. to REFLECTOR. <box>433 140 599 152</box>
ad-line: Tea, Coffee, Sugar, Molasses, Flour, Rice, Meats of different kinds, very best Lard we can buy, Butter, Cheese, Spice, Pepper. Soap both toilet and Laundry, Star Lye, Ball Lye, Matches, andles, Starch, best grade of White Kerosene Oil, Machine Oil, &c. <box>792 1634 1138 1731</box>
market-price: 7 <box>770 1020 779 1031</box>
ad-line: Highest Cash price paid for Cotton Seed or Meal given in exchange. Has for sale <box>792 1045 1138 1074</box>
carriage-illustration <box>1393 730 1500 791</box>
divider <box>27 133 244 134</box>
market-price: 10 <box>764 1181 779 1191</box>
divider <box>1332 1670 1502 1671</box>
ad-line: GREENVILLE, N. C., Mar. 23d, 1887. <box>1153 1220 1500 1230</box>
divider <box>611 1550 779 1551</box>
article-paragraph: But our purpose is to get a high roadway constructed from where Capt. Smith's work ends to the bridge. At our request he had it surveyed and made an estimate of the cost to build <box>27 1330 244 1390</box>
article-title: A & I O W. <box>611 96 779 110</box>
ad-line: Builders' Hardware, Paints, Oils, Glass, Putty, <box>792 907 1138 921</box>
